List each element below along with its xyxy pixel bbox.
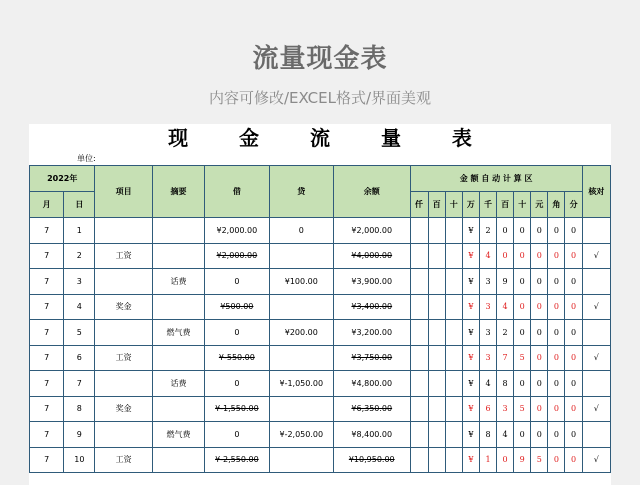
cell-item[interactable] xyxy=(95,320,152,346)
header-credit: 贷 xyxy=(269,166,333,218)
cell-item[interactable] xyxy=(95,269,152,295)
cell-digit[interactable]: ¥ xyxy=(462,422,479,448)
cell-digit[interactable]: 5 xyxy=(514,396,531,422)
cell-balance[interactable]: ¥3,900.00 xyxy=(334,269,411,295)
cell-check[interactable]: √ xyxy=(582,294,610,320)
cell-balance[interactable] xyxy=(334,294,411,320)
cell-digit[interactable]: 0 xyxy=(548,396,565,422)
cell-month[interactable]: 7 xyxy=(30,447,64,473)
cell-debit[interactable]: ¥2,000.00 xyxy=(205,218,269,244)
cell-digit[interactable]: 0 xyxy=(565,396,582,422)
cell-digit[interactable]: 0 xyxy=(548,269,565,295)
cell-item[interactable]: 工资 xyxy=(95,447,152,473)
cell-digit[interactable]: 0 xyxy=(548,320,565,346)
table-row xyxy=(30,422,611,448)
cell-debit[interactable] xyxy=(205,243,269,269)
cell-digit[interactable] xyxy=(445,345,462,371)
cell-item[interactable] xyxy=(95,422,152,448)
table-row xyxy=(30,320,611,346)
cell-digit[interactable]: 5 xyxy=(514,345,531,371)
cell-debit[interactable] xyxy=(205,294,269,320)
cell-balance[interactable]: ¥3,200.00 xyxy=(334,320,411,346)
cell-credit[interactable]: 0 xyxy=(269,218,333,244)
cell-day[interactable]: 1 xyxy=(64,218,95,244)
cell-digit[interactable]: 3 xyxy=(479,345,496,371)
cell-item[interactable]: 奖金 xyxy=(95,294,152,320)
cell-day[interactable]: 7 xyxy=(64,371,95,397)
cell-digit[interactable]: 0 xyxy=(565,422,582,448)
cell-digit[interactable] xyxy=(410,371,428,397)
cell-check[interactable]: √ xyxy=(582,396,610,422)
header-digit: 百 xyxy=(497,192,514,218)
cell-digit[interactable]: 0 xyxy=(548,345,565,371)
cell-digit[interactable] xyxy=(445,447,462,473)
cell-digit[interactable]: 4 xyxy=(497,422,514,448)
cell-digit[interactable]: 0 xyxy=(548,447,565,473)
cell-digit[interactable]: 0 xyxy=(514,371,531,397)
cell-digit[interactable]: 0 xyxy=(565,371,582,397)
header-digit: 元 xyxy=(531,192,548,218)
cell-digit[interactable] xyxy=(428,320,445,346)
cell-debit[interactable] xyxy=(205,447,269,473)
cell-digit[interactable]: ¥ xyxy=(462,243,479,269)
cell-digit[interactable] xyxy=(428,243,445,269)
table-row xyxy=(30,269,611,295)
cell-digit[interactable]: ¥ xyxy=(462,396,479,422)
cash-flow-table xyxy=(29,165,611,473)
cell-check[interactable] xyxy=(582,269,610,295)
cell-digit[interactable]: 2 xyxy=(479,218,496,244)
cell-day[interactable]: 8 xyxy=(64,396,95,422)
cell-digit[interactable]: 0 xyxy=(514,243,531,269)
cell-digit[interactable] xyxy=(445,396,462,422)
cell-digit[interactable] xyxy=(428,294,445,320)
cell-digit[interactable]: 0 xyxy=(565,294,582,320)
cell-digit[interactable] xyxy=(445,269,462,295)
cell-debit[interactable]: 0 xyxy=(205,371,269,397)
cell-digit[interactable]: ¥ xyxy=(462,269,479,295)
cell-month[interactable]: 7 xyxy=(30,396,64,422)
cell-digit[interactable]: 6 xyxy=(479,396,496,422)
cell-month[interactable]: 7 xyxy=(30,243,64,269)
cell-check[interactable] xyxy=(582,218,610,244)
cell-check[interactable] xyxy=(582,371,610,397)
cell-digit[interactable]: 8 xyxy=(497,371,514,397)
cell-digit[interactable]: 0 xyxy=(531,371,548,397)
cell-digit[interactable]: 3 xyxy=(497,396,514,422)
cell-digit[interactable]: ¥ xyxy=(462,320,479,346)
cell-digit[interactable]: 3 xyxy=(479,269,496,295)
cell-summary[interactable] xyxy=(152,447,204,473)
cell-digit[interactable]: 2 xyxy=(497,320,514,346)
cell-month[interactable]: 7 xyxy=(30,320,64,346)
cell-debit-text: ¥500.00 xyxy=(220,302,254,312)
cell-summary[interactable] xyxy=(152,345,204,371)
header-digit: 分 xyxy=(565,192,582,218)
sheet-title: 现 金 流 量 表 xyxy=(168,126,494,150)
cell-digit[interactable] xyxy=(410,294,428,320)
cell-digit[interactable]: 0 xyxy=(548,218,565,244)
cell-digit[interactable] xyxy=(428,345,445,371)
header-digit: 万 xyxy=(462,192,479,218)
table-row xyxy=(30,218,611,244)
cell-digit[interactable]: 0 xyxy=(565,345,582,371)
cell-debit-text: ¥2,000.00 xyxy=(216,251,258,261)
cell-digit[interactable]: 0 xyxy=(531,396,548,422)
cell-check[interactable] xyxy=(582,422,610,448)
cell-digit[interactable] xyxy=(428,422,445,448)
cell-digit[interactable] xyxy=(445,243,462,269)
cell-digit[interactable] xyxy=(428,371,445,397)
cell-summary[interactable] xyxy=(152,294,204,320)
cell-credit[interactable]: ¥200.00 xyxy=(269,320,333,346)
cell-digit[interactable]: ¥ xyxy=(462,345,479,371)
cell-summary[interactable]: 话费 xyxy=(152,371,204,397)
cell-digit[interactable]: 0 xyxy=(531,320,548,346)
cell-balance-text: ¥3,400.00 xyxy=(351,302,393,312)
cell-digit[interactable]: 3 xyxy=(479,320,496,346)
cell-digit[interactable]: 4 xyxy=(497,294,514,320)
cell-day[interactable]: 9 xyxy=(64,422,95,448)
cell-digit[interactable]: ¥ xyxy=(462,218,479,244)
header-digit: 十 xyxy=(445,192,462,218)
table-row xyxy=(30,396,611,422)
cell-day[interactable]: 3 xyxy=(64,269,95,295)
cell-digit[interactable] xyxy=(410,447,428,473)
header-balance: 余额 xyxy=(334,166,411,218)
cell-day[interactable]: 10 xyxy=(64,447,95,473)
cell-day[interactable]: 6 xyxy=(64,345,95,371)
cell-credit[interactable]: ¥100.00 xyxy=(269,269,333,295)
cell-digit[interactable]: 0 xyxy=(531,269,548,295)
cell-balance[interactable] xyxy=(334,447,411,473)
cell-month[interactable]: 7 xyxy=(30,371,64,397)
cell-digit[interactable]: 0 xyxy=(531,345,548,371)
cell-digit[interactable]: 0 xyxy=(514,218,531,244)
spreadsheet xyxy=(29,124,611,485)
cell-debit-text: ¥-1,550.00 xyxy=(215,404,259,414)
header-day: 日 xyxy=(64,192,95,218)
cell-digit[interactable]: 1 xyxy=(479,447,496,473)
cell-balance[interactable]: ¥8,400.00 xyxy=(334,422,411,448)
cell-digit[interactable]: 0 xyxy=(565,218,582,244)
cell-balance[interactable] xyxy=(334,243,411,269)
cell-digit[interactable]: 0 xyxy=(514,294,531,320)
cell-digit[interactable]: 0 xyxy=(548,294,565,320)
cell-digit[interactable]: 0 xyxy=(565,320,582,346)
cell-digit[interactable] xyxy=(410,269,428,295)
table-row xyxy=(30,243,611,269)
cell-balance-text: ¥3,750.00 xyxy=(351,353,393,363)
cell-month[interactable]: 7 xyxy=(30,218,64,244)
unit-label: 单位: xyxy=(77,154,96,163)
header-year: 2022年 xyxy=(30,166,95,192)
cell-digit[interactable] xyxy=(445,371,462,397)
cell-credit[interactable] xyxy=(269,345,333,371)
cell-day[interactable]: 2 xyxy=(64,243,95,269)
header-digit: 十 xyxy=(514,192,531,218)
cell-summary[interactable] xyxy=(152,243,204,269)
table-row xyxy=(30,294,611,320)
cell-balance[interactable] xyxy=(334,345,411,371)
cell-credit[interactable]: ¥-1,050.00 xyxy=(269,371,333,397)
cell-day[interactable]: 4 xyxy=(64,294,95,320)
cell-item[interactable] xyxy=(95,371,152,397)
header-digit: 千 xyxy=(479,192,496,218)
cell-digit[interactable]: 0 xyxy=(497,447,514,473)
cell-check[interactable]: √ xyxy=(582,447,610,473)
cell-digit[interactable] xyxy=(428,218,445,244)
cell-balance[interactable] xyxy=(334,396,411,422)
header-digit: 仟 xyxy=(410,192,428,218)
cell-day[interactable]: 5 xyxy=(64,320,95,346)
cell-digit[interactable] xyxy=(445,218,462,244)
cell-digit[interactable]: 0 xyxy=(514,320,531,346)
cell-digit[interactable]: 0 xyxy=(531,422,548,448)
cell-summary[interactable]: 燃气费 xyxy=(152,320,204,346)
cell-balance[interactable]: ¥2,000.00 xyxy=(334,218,411,244)
cell-digit[interactable] xyxy=(410,218,428,244)
cell-debit[interactable] xyxy=(205,345,269,371)
header-digit: 百 xyxy=(428,192,445,218)
cell-summary[interactable] xyxy=(152,396,204,422)
cell-digit[interactable]: 0 xyxy=(548,371,565,397)
cell-debit[interactable]: 0 xyxy=(205,422,269,448)
cell-credit[interactable] xyxy=(269,447,333,473)
header-auto-calc: 金 额 自 动 计 算 区 xyxy=(410,166,582,192)
cell-debit[interactable] xyxy=(205,396,269,422)
cell-digit[interactable]: 0 xyxy=(514,269,531,295)
cell-digit[interactable] xyxy=(410,345,428,371)
cell-balance-text: ¥4,000.00 xyxy=(351,251,393,261)
cell-credit[interactable]: ¥-2,050.00 xyxy=(269,422,333,448)
banner-subtitle: 内容可修改/EXCEL格式/界面美观 xyxy=(208,89,432,107)
cell-digit[interactable]: ¥ xyxy=(462,294,479,320)
cell-summary[interactable] xyxy=(152,218,204,244)
cell-item[interactable]: 工资 xyxy=(95,345,152,371)
table-row xyxy=(30,371,611,397)
cell-digit[interactable]: 0 xyxy=(548,243,565,269)
cell-digit[interactable] xyxy=(445,422,462,448)
cell-digit[interactable] xyxy=(445,320,462,346)
cell-debit-text: ¥-2,550.00 xyxy=(215,455,259,465)
cell-digit[interactable]: 9 xyxy=(497,269,514,295)
cell-digit[interactable] xyxy=(410,243,428,269)
cell-debit[interactable]: 0 xyxy=(205,320,269,346)
cell-digit[interactable]: 0 xyxy=(497,243,514,269)
table-row xyxy=(30,447,611,473)
cell-check[interactable] xyxy=(582,320,610,346)
cell-balance[interactable]: ¥4,800.00 xyxy=(334,371,411,397)
cell-digit[interactable]: 0 xyxy=(565,447,582,473)
cell-summary[interactable]: 燃气费 xyxy=(152,422,204,448)
cell-digit[interactable]: 0 xyxy=(514,422,531,448)
table-row xyxy=(30,345,611,371)
cell-item[interactable]: 工资 xyxy=(95,243,152,269)
cell-credit[interactable] xyxy=(269,294,333,320)
cell-balance-text: ¥10,950.00 xyxy=(348,455,395,465)
cell-month[interactable]: 7 xyxy=(30,422,64,448)
cell-digit[interactable]: 0 xyxy=(548,422,565,448)
cell-item[interactable] xyxy=(95,218,152,244)
cell-debit-text: ¥-550.00 xyxy=(218,353,255,363)
cell-digit[interactable] xyxy=(410,396,428,422)
cell-digit[interactable]: 5 xyxy=(531,447,548,473)
cell-digit[interactable]: 0 xyxy=(565,269,582,295)
cell-digit[interactable]: 4 xyxy=(479,243,496,269)
cell-digit[interactable]: ¥ xyxy=(462,371,479,397)
cell-digit[interactable] xyxy=(410,422,428,448)
header-check: 核对 xyxy=(582,166,610,218)
cell-check[interactable]: √ xyxy=(582,243,610,269)
cell-summary[interactable]: 话费 xyxy=(152,269,204,295)
cell-credit[interactable] xyxy=(269,243,333,269)
cell-month[interactable]: 7 xyxy=(30,294,64,320)
cell-debit[interactable]: 0 xyxy=(205,269,269,295)
cell-balance-text: ¥6,350.00 xyxy=(351,404,393,414)
cell-digit[interactable]: 4 xyxy=(479,371,496,397)
header-item: 项目 xyxy=(95,166,152,218)
cell-digit[interactable]: 0 xyxy=(565,243,582,269)
cell-digit[interactable] xyxy=(445,294,462,320)
cell-digit[interactable] xyxy=(410,320,428,346)
cell-digit[interactable]: 3 xyxy=(479,294,496,320)
cell-credit[interactable] xyxy=(269,396,333,422)
cell-digit[interactable]: 9 xyxy=(514,447,531,473)
cell-month[interactable]: 7 xyxy=(30,345,64,371)
cell-digit[interactable]: 0 xyxy=(531,243,548,269)
cell-digit[interactable]: 0 xyxy=(497,218,514,244)
cell-item[interactable]: 奖金 xyxy=(95,396,152,422)
cell-digit[interactable]: 8 xyxy=(479,422,496,448)
cell-digit[interactable] xyxy=(428,269,445,295)
cell-check[interactable]: √ xyxy=(582,345,610,371)
header-digit: 角 xyxy=(548,192,565,218)
header-debit: 借 xyxy=(205,166,269,218)
cell-digit[interactable] xyxy=(428,447,445,473)
cell-digit[interactable] xyxy=(428,396,445,422)
cell-digit[interactable]: 0 xyxy=(531,294,548,320)
cell-digit[interactable]: ¥ xyxy=(462,447,479,473)
banner-title: 流量现金表 xyxy=(252,44,388,74)
cell-digit[interactable]: 0 xyxy=(531,218,548,244)
cell-digit[interactable]: 7 xyxy=(497,345,514,371)
cell-month[interactable]: 7 xyxy=(30,269,64,295)
header-summary: 摘要 xyxy=(152,166,204,218)
header-month: 月 xyxy=(30,192,64,218)
